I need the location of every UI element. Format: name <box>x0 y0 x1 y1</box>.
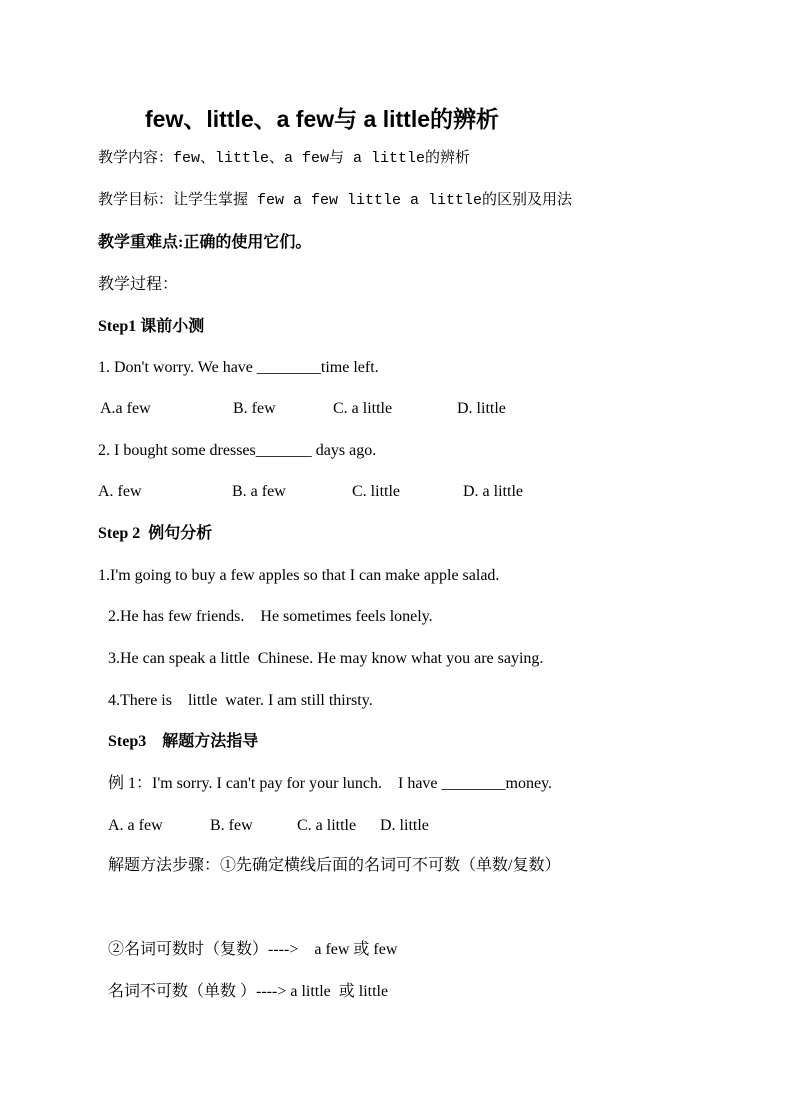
page-title: few、little、a few与 a little的辨析 <box>145 106 499 132</box>
option-b: B. few <box>210 817 253 834</box>
teaching-goal: 教学目标：让学生掌握 few a few little a little的区别及用法 <box>98 192 573 209</box>
option-c: C. a little <box>297 817 357 834</box>
option-c: C. little <box>352 483 400 500</box>
example-sentence: 4.There is little water. I am still thirsty. <box>108 692 373 709</box>
question-2: 2. I bought some dresses_______ days ago. <box>98 442 377 459</box>
option-a: A. few <box>98 483 142 500</box>
option-b: B. few <box>233 400 276 417</box>
option-a: A. a few <box>108 817 163 834</box>
method-steps: 解题方法步骤：①先确定横线后面的名词可不可数（单数/复数） <box>108 857 561 874</box>
rule-uncountable: 名词不可数（单数 ）----> a little 或 little <box>108 983 389 1000</box>
teaching-content: 教学内容：few、little、a few与 a little的辨析 <box>98 150 471 167</box>
question-1: 1. Don't worry. We have ________time left. <box>98 359 379 376</box>
teaching-key-points: 教学重难点:正确的使用它们。 <box>98 234 312 251</box>
option-d: D. a little <box>463 483 523 500</box>
teaching-process: 教学过程： <box>98 276 179 293</box>
example-sentence: 3.He can speak a little Chinese. He may know what you are saying. <box>108 650 544 667</box>
option-d: D. little <box>380 817 429 834</box>
step1-heading: Step1 课前小测 <box>98 318 205 335</box>
step2-heading: Step 2 例句分析 <box>98 525 213 542</box>
option-d: D. little <box>457 400 506 417</box>
option-b: B. a few <box>232 483 286 500</box>
example-sentence: 1.I'm going to buy a few apples so that I can make apple salad. <box>98 567 500 584</box>
option-c: C. a little <box>333 400 393 417</box>
step3-heading: Step3 解题方法指导 <box>108 733 259 750</box>
option-a: A.a few <box>100 400 151 417</box>
rule-countable: ②名词可数时（复数）----> a few 或 few <box>108 941 398 958</box>
example-sentence: 2.He has few friends. He sometimes feels lonely. <box>108 608 433 625</box>
example-1: 例 1：I'm sorry. I can't pay for your lunch. I have ________money. <box>108 775 553 792</box>
